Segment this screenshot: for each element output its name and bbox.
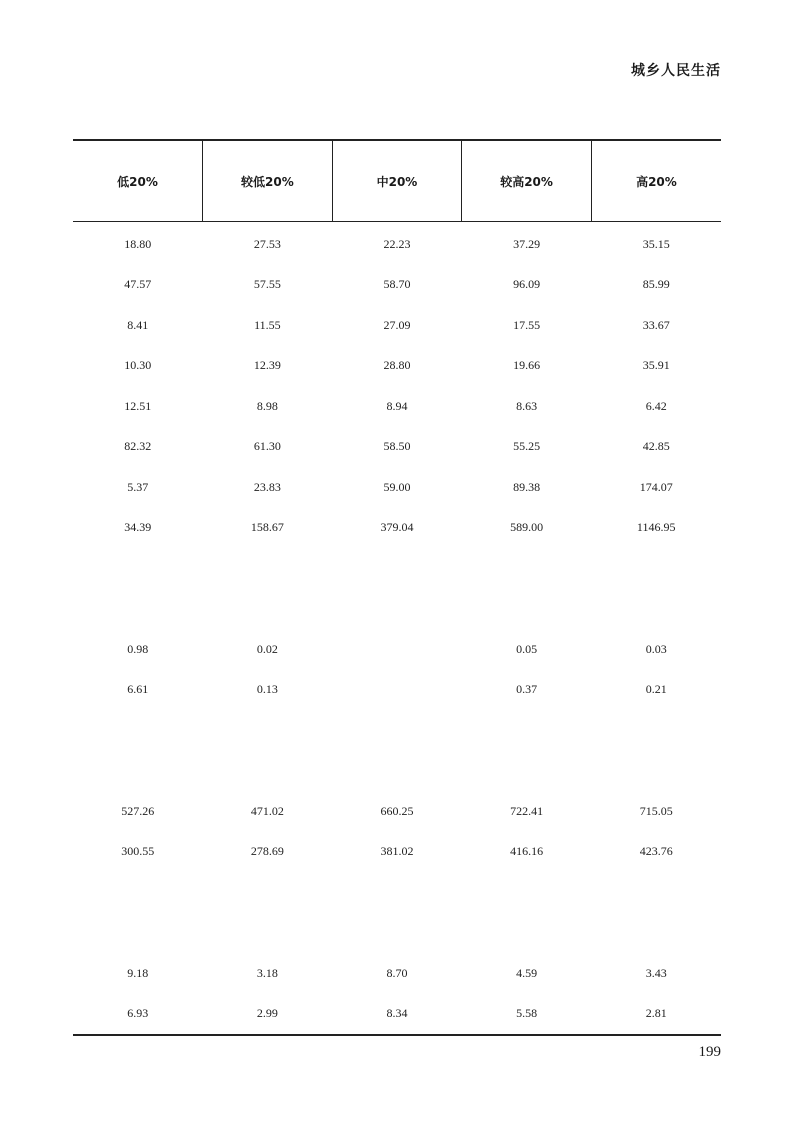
table-cell: 59.00	[383, 479, 411, 494]
table-cell: 0.02	[256, 641, 278, 656]
table-cell	[591, 710, 721, 751]
table-cell	[203, 548, 333, 589]
table-cell: 8.70	[386, 965, 408, 980]
table-cell: 379.04	[380, 520, 414, 535]
table-cell	[203, 589, 333, 630]
table-cell: 423.76	[639, 844, 673, 859]
table-cell	[332, 913, 462, 954]
table-cell: 58.70	[383, 277, 411, 292]
table-cell: 2.81	[591, 994, 721, 1036]
table-cell: 0.05	[516, 641, 538, 656]
table-cell	[332, 548, 462, 589]
table-cell: 55.25	[513, 439, 541, 454]
table-row	[73, 589, 721, 630]
table-cell: 34.39	[124, 520, 152, 535]
table-row	[73, 548, 721, 589]
table-cell	[591, 751, 721, 792]
column-header-high-20: 高20%	[591, 140, 721, 222]
table-cell: 10.30	[124, 358, 152, 373]
header-row	[73, 140, 721, 222]
table-cell: 381.02	[380, 844, 414, 859]
table-cell: 660.25	[380, 803, 414, 818]
table-cell: 89.38	[513, 479, 541, 494]
table-cell: 23.83	[253, 479, 281, 494]
table-cell	[462, 548, 592, 589]
table-row	[73, 629, 721, 670]
table-header	[73, 140, 721, 222]
table-cell	[591, 913, 721, 954]
table-cell: 27.53	[253, 236, 281, 251]
table-cell: 5.58	[462, 994, 592, 1036]
table-cell: 22.23	[383, 236, 411, 251]
table-cell: 82.32	[124, 439, 152, 454]
table-cell: 300.55	[121, 844, 155, 859]
table-cell: 37.29	[513, 236, 541, 251]
table-cell: 527.26	[121, 803, 155, 818]
table-row	[73, 427, 721, 468]
column-header-middle-20: 中20%	[332, 140, 462, 222]
table-cell: 471.02	[250, 803, 284, 818]
table-cell	[203, 913, 333, 954]
table-cell: 0.21	[645, 682, 667, 697]
table-cell	[203, 872, 333, 913]
table-cell: 33.67	[642, 317, 670, 332]
table-cell: 57.55	[253, 277, 281, 292]
table-cell: 42.85	[642, 439, 670, 454]
table-cell: 12.39	[253, 358, 281, 373]
table-cell: 0.03	[645, 641, 667, 656]
table-cell: 28.80	[383, 358, 411, 373]
table-cell: 0.37	[516, 682, 538, 697]
table-cell	[332, 629, 462, 670]
table-cell: 2.99	[203, 994, 333, 1036]
column-header-lower-20: 较低20%	[203, 140, 333, 222]
table-row	[73, 265, 721, 306]
table-row	[73, 953, 721, 994]
table-cell: 8.94	[386, 398, 408, 413]
table-cell	[73, 589, 203, 630]
table-row	[73, 994, 721, 1036]
table-cell	[591, 872, 721, 913]
table-cell: 96.09	[513, 277, 541, 292]
table-cell: 17.55	[513, 317, 541, 332]
table-cell: 6.42	[645, 398, 667, 413]
table-cell: 0.13	[256, 682, 278, 697]
table-cell: 19.66	[513, 358, 541, 373]
table-cell	[462, 751, 592, 792]
table-cell: 85.99	[642, 277, 670, 292]
table-cell	[73, 710, 203, 751]
table-row	[73, 670, 721, 711]
table-cell: 18.80	[124, 236, 152, 251]
table-cell	[73, 872, 203, 913]
table-cell	[203, 710, 333, 751]
table-cell	[73, 751, 203, 792]
table-row	[73, 710, 721, 751]
table-row	[73, 791, 721, 832]
table-cell: 8.34	[332, 994, 462, 1036]
column-header-higher-20: 较高20%	[462, 140, 592, 222]
table-cell	[462, 589, 592, 630]
table-cell	[73, 548, 203, 589]
table-cell: 9.18	[127, 965, 149, 980]
table-body	[73, 222, 721, 1036]
table-row	[73, 467, 721, 508]
table-cell	[332, 589, 462, 630]
table-cell: 47.57	[124, 277, 152, 292]
data-table	[73, 139, 721, 1036]
table-cell: 722.41	[510, 803, 544, 818]
table-cell: 4.59	[516, 965, 538, 980]
table-cell: 12.51	[124, 398, 152, 413]
table-cell	[462, 913, 592, 954]
table-row	[73, 222, 721, 265]
table-row	[73, 346, 721, 387]
table-cell: 416.16	[510, 844, 544, 859]
table-row	[73, 508, 721, 549]
table-cell	[462, 872, 592, 913]
table-cell: 8.63	[516, 398, 538, 413]
table-cell: 715.05	[639, 803, 673, 818]
table-cell: 61.30	[253, 439, 281, 454]
page-number: 199	[698, 1044, 721, 1060]
table-cell: 58.50	[383, 439, 411, 454]
table-row	[73, 386, 721, 427]
running-header: 城乡人民生活	[631, 63, 721, 79]
table-cell: 6.61	[127, 682, 149, 697]
table-cell: 35.91	[642, 358, 670, 373]
table-row	[73, 872, 721, 913]
table-cell: 174.07	[639, 479, 673, 494]
table-cell: 6.93	[73, 994, 203, 1036]
table-cell: 0.98	[127, 641, 149, 656]
table-cell: 5.37	[127, 479, 149, 494]
table-cell: 1146.95	[636, 520, 676, 535]
table-row	[73, 832, 721, 873]
table-row	[73, 305, 721, 346]
table-cell	[332, 670, 462, 711]
table-cell	[332, 751, 462, 792]
table-cell: 27.09	[383, 317, 411, 332]
table-cell: 3.18	[256, 965, 278, 980]
table-cell: 8.41	[127, 317, 149, 332]
table-cell: 11.55	[254, 317, 281, 332]
table-cell: 3.43	[645, 965, 667, 980]
table-cell: 158.67	[250, 520, 284, 535]
table-cell: 589.00	[510, 520, 544, 535]
table-cell: 35.15	[642, 236, 670, 251]
table-cell	[332, 710, 462, 751]
table-row	[73, 913, 721, 954]
table-cell	[203, 751, 333, 792]
table-cell	[462, 710, 592, 751]
table-cell: 8.98	[256, 398, 278, 413]
table-row	[73, 751, 721, 792]
column-header-low-20: 低20%	[73, 140, 203, 222]
table-cell	[591, 548, 721, 589]
table-cell	[332, 872, 462, 913]
table-cell	[73, 913, 203, 954]
table-cell: 278.69	[250, 844, 284, 859]
table-cell	[591, 589, 721, 630]
